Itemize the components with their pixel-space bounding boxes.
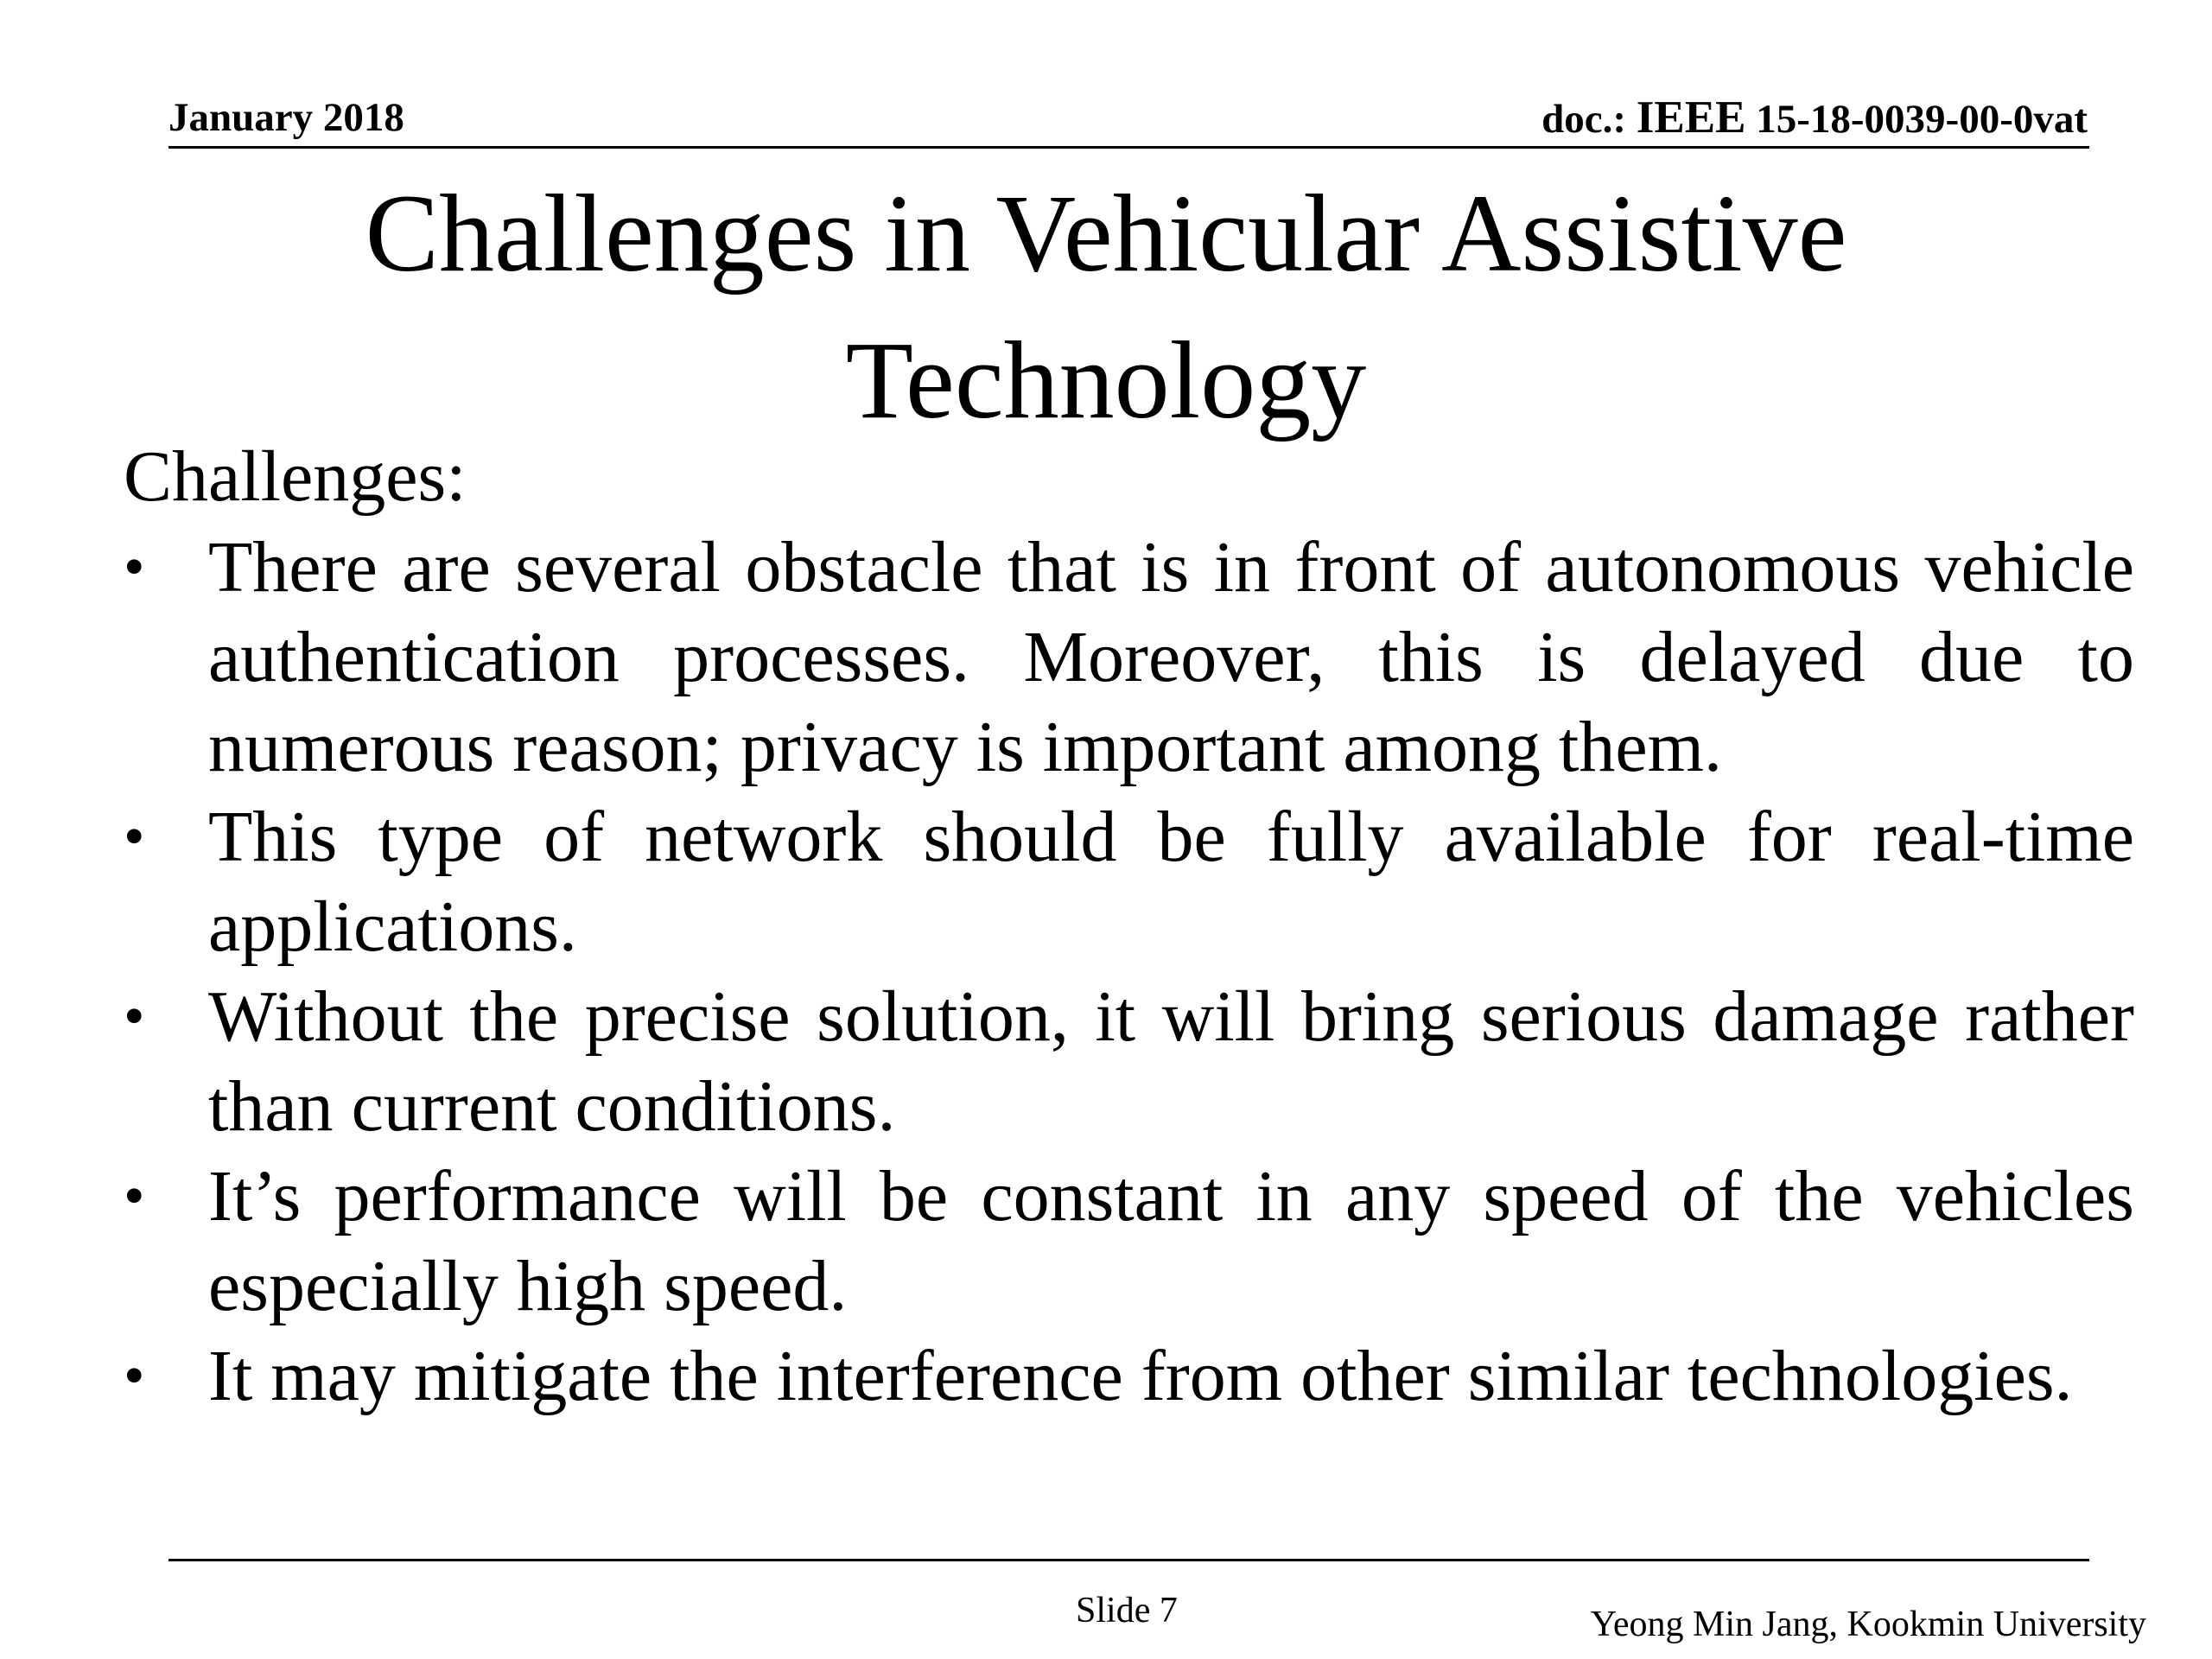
bullet-text: Without the precise solution, it will bring serious damage rather than current conditions.	[208, 976, 2134, 1147]
slide-title	[156, 160, 2056, 454]
header-date: January 2018	[168, 95, 404, 140]
bullet-text: There are several obstacle that is in front of autonomous vehicle authentication processes. Moreover, this is delayed due to numerous reason; privacy is important among them.	[208, 527, 2134, 787]
doc-org: IEEE	[1636, 92, 1746, 143]
bullet-marker: •	[124, 1163, 145, 1230]
bullet-text: This type of network should be fully available for real-time applications.	[208, 797, 2134, 967]
bullet-item	[124, 1332, 2134, 1421]
bullet-marker: •	[124, 534, 145, 601]
bullet-marker: •	[124, 1343, 145, 1409]
section-label: Challenges:	[124, 436, 467, 517]
bullet-item	[124, 792, 2134, 972]
bullet-item	[124, 972, 2134, 1152]
slide-number: Slide 7	[1076, 1591, 1178, 1630]
bullet-marker: •	[124, 804, 145, 870]
footer-rule	[168, 1559, 2089, 1561]
bullet-text: It’s performance will be constant in any speed of the vehicles especially high speed.	[208, 1156, 2134, 1326]
bullet-item	[124, 1152, 2134, 1332]
header-doc-id	[1541, 92, 2088, 145]
bullet-item	[124, 523, 2134, 792]
header-rule	[168, 146, 2089, 149]
bullet-list	[124, 523, 2134, 1421]
doc-prefix: doc.:	[1541, 97, 1637, 142]
bullet-text: It may mitigate the interference from other similar technologies.	[208, 1336, 2073, 1416]
footer-author: Yeong Min Jang, Kookmin University	[1590, 1605, 2146, 1644]
bullet-marker: •	[124, 983, 145, 1050]
slide-title-line-1: Challenges in Vehicular Assistive	[365, 172, 1847, 295]
slide-title-line-2: Technology	[845, 319, 1367, 442]
doc-number: 15-18-0039-00-0vat	[1745, 97, 2088, 142]
